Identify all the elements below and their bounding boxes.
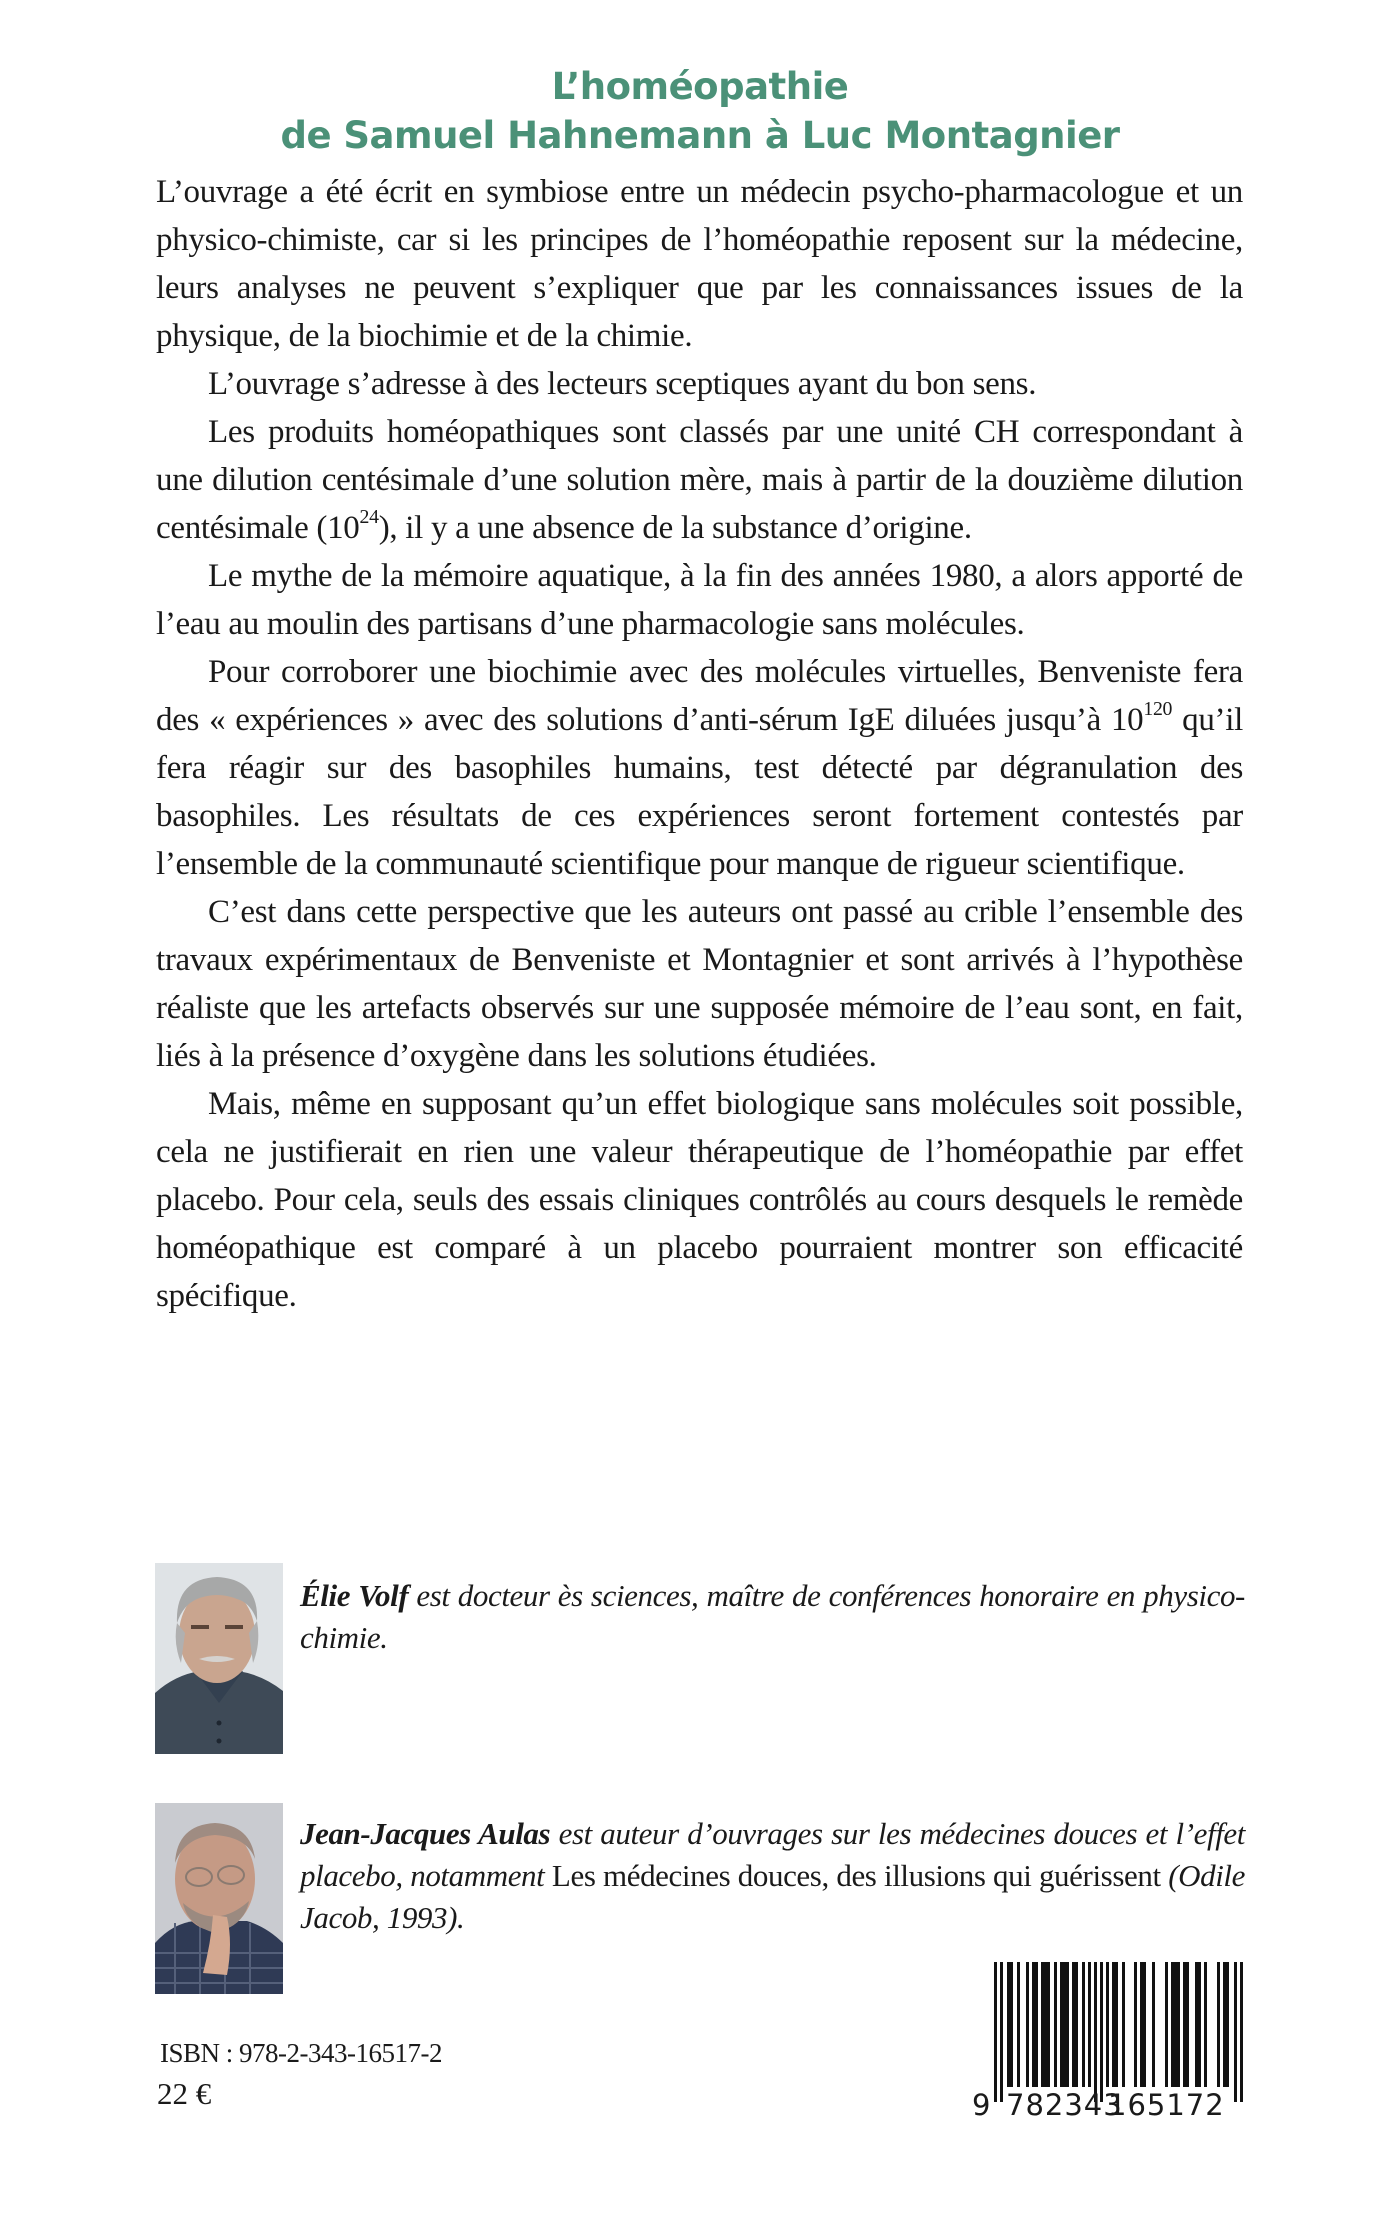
author-bio-text: est auteur d’ouvrages sur les médecines douces et l’effet placebo, notamment bbox=[300, 1816, 1246, 1893]
barcode-digit-first: 9 bbox=[972, 2088, 992, 2122]
blurb-paragraph-5 bbox=[156, 648, 1243, 888]
price-label: 22 € bbox=[157, 2076, 212, 2111]
author-name: Jean-Jacques Aulas bbox=[300, 1816, 551, 1851]
author-portrait-jean-jacques-aulas-icon bbox=[155, 1803, 283, 1994]
blurb-text bbox=[156, 168, 1243, 1320]
title-line-2: de Samuel Hahnemann à Luc Montagnier bbox=[280, 114, 1120, 157]
isbn-label: ISBN : 978-2-343-16517-2 bbox=[160, 2038, 442, 2068]
blurb-paragraph-1: L’ouvrage a été écrit en symbiose entre un médecin psycho-pharmacologue et un physico-chimiste, car si les principes de l’homéopathie reposent sur la médecine, leurs analyses ne peuvent s’expliquer que par les connaissances issues de la physique, de la biochimie et de la chimie. bbox=[156, 174, 1243, 354]
book-title bbox=[0, 62, 1400, 160]
author-bio-elie-volf bbox=[300, 1575, 1245, 1659]
text-span: Pour corroborer une biochimie avec des molécules virtuelles, Benveniste fera des « expériences » avec des solutions d’anti-sérum IgE diluées jusqu’à 10 bbox=[156, 654, 1243, 738]
book-title-reference: Les médecines douces, des illusions qui guérissent bbox=[551, 1858, 1161, 1893]
blurb-paragraph-2: L’ouvrage s’adresse à des lecteurs sceptiques ayant du bon sens. bbox=[208, 366, 1037, 402]
author-portrait-elie-volf-icon bbox=[155, 1563, 283, 1754]
author-name: Élie Volf bbox=[300, 1578, 409, 1613]
text-span: ), il y a une absence de la substance d’origine. bbox=[378, 510, 972, 546]
author-bio-jean-jacques-aulas bbox=[300, 1813, 1245, 1939]
publisher-reference: (Odile Jacob, 1993). bbox=[300, 1858, 1245, 1935]
barcode-group-2: 165172 bbox=[1108, 2088, 1225, 2122]
blurb-paragraph-6: C’est dans cette perspective que les auteurs ont passé au crible l’ensemble des travaux expérimentaux de Benveniste et Montagnier et sont arrivés à l’hypothèse réaliste que les artefacts observés sur une supposée mémoire de l’eau sont, en fait, liés à la présence d’oxygène dans les solutions étudiées. bbox=[156, 894, 1243, 1074]
title-line-1: L’homéopathie bbox=[551, 65, 849, 108]
superscript-exponent: 120 bbox=[1143, 698, 1173, 721]
blurb-paragraph-4: Le mythe de la mémoire aquatique, à la fin des années 1980, a alors apporté de l’eau au moulin des partisans d’une pharmacologie sans molécules. bbox=[156, 558, 1243, 642]
blurb-paragraph-7: Mais, même en supposant qu’un effet biologique sans molécules soit possible, cela ne justifierait en rien une valeur thérapeutique de l’homéopathie par effet placebo. Pour cela, seuls des essais cliniques contrôlés au cours desquels le remède homéopathique est comparé à un placebo pourraient montrer son efficacité spécifique. bbox=[156, 1086, 1243, 1314]
superscript-exponent: 24 bbox=[359, 506, 379, 529]
author-bio-text: est docteur ès sciences, maître de conférences honoraire en physico-chimie. bbox=[300, 1578, 1245, 1655]
text-span: Les produits homéopathiques sont classés par une unité CH correspondant à une dilution centésimale d’une solution mère, mais à partir de la douzième dilution centésimale (10 bbox=[156, 414, 1243, 546]
barcode-group-1: 782343 bbox=[1006, 2088, 1123, 2122]
blurb-paragraph-3 bbox=[156, 408, 1243, 552]
text-span: qu’il fera réagir sur des basophiles humains, test détecté par dégranulation des basophiles. Les résultats de ces expériences seront fortement contestés par l’ensemble de la communauté scientifique pour manque de rigueur scientifique. bbox=[156, 702, 1243, 882]
